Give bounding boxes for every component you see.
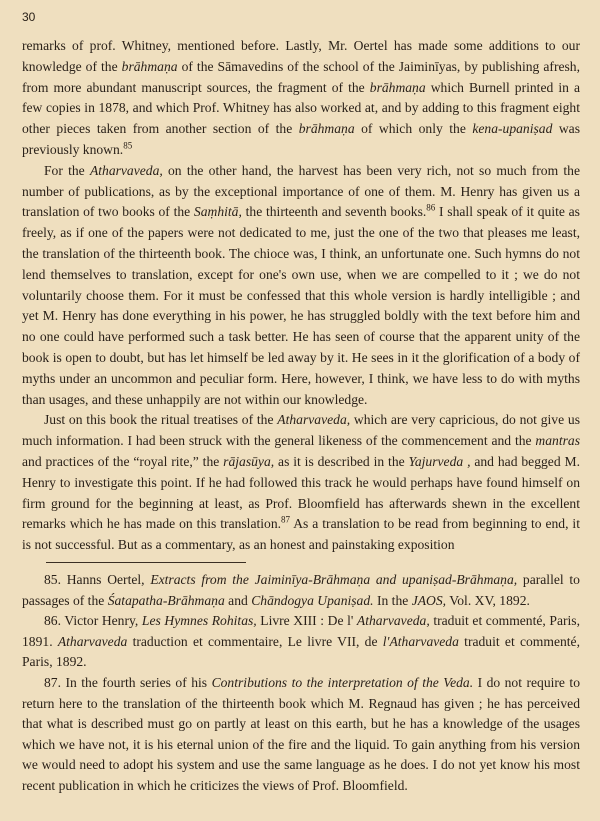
text-run: as it is described in the [274, 453, 409, 469]
italic-term: Saṃhitā, [193, 204, 242, 220]
text-run: traduit et commenté, Paris, 1892. [22, 633, 580, 670]
footnotes [22, 570, 580, 797]
footnote-ref-87[interactable]: 87 [281, 514, 291, 525]
italic-term: kena-upaniṣad [472, 121, 553, 137]
text-run: traduit et commenté, Paris, 1891. [22, 613, 580, 649]
italic-term: brāhmaṇa [298, 121, 355, 137]
text-run: Vol. XV, 1892. [446, 592, 530, 608]
italic-term: Contributions to the interpretation of the Veda. [211, 674, 474, 690]
footnote-ref-86[interactable]: 86 [426, 202, 436, 213]
text-run: on the other hand, the harvest has been very rich, not so much from the number of publications, as by the exceptional importance of one of them. M. Henry has given us a translation of two books of the [22, 162, 581, 220]
italic-term: Atharvaveda [57, 633, 128, 649]
text-run: For the [44, 162, 90, 178]
italic-term: Chāndogya Upaniṣad. [251, 592, 374, 608]
text-run: In the [373, 592, 412, 608]
text-run: of the Sāmavedins of the school of the Jaiminīyas, by publishing afresh, from more abundant manuscript sources, the fragment of the [22, 58, 580, 95]
italic-term: Atharvaveda, [356, 613, 430, 629]
text-run: was previously known. [22, 121, 580, 157]
italic-term: mantras [535, 433, 580, 449]
text-run: parallel to passages of the [22, 572, 580, 608]
paragraph-2 [22, 161, 580, 411]
italic-term: Extracts from the Jaiminīya-Brāhmaṇa and upaniṣad-Brāhmaṇa, [150, 572, 518, 587]
text-run: and practices of the “royal rite,” the [22, 453, 224, 469]
page-number: 30 [22, 10, 36, 24]
text-run: which are very capricious, do not give us much information. I had been struck with the general likeness of the commencement and the [22, 412, 580, 449]
italic-term: Atharvaveda, [277, 412, 351, 428]
text-run: 86. Victor Henry, [44, 613, 142, 629]
text-run: traduction et commentaire, Le livre VII, de [127, 633, 383, 649]
italic-term: Les Hymnes Rohitas, [141, 613, 257, 629]
italic-term: brāhmaṇa [121, 58, 178, 74]
italic-term: l'Atharvaveda [382, 633, 459, 649]
footnote-85 [22, 570, 580, 611]
text-run: 87. In the fourth series of his [44, 674, 212, 690]
text-run: the thirteenth and seventh books. [241, 204, 427, 220]
footnote-87 [22, 673, 580, 797]
italic-term: JAOS, [411, 592, 447, 608]
text-run: and had begged M. Henry to investigate this point. If he had followed this track he would perhaps have found himself on firm ground for the beginning at least, as Prof. Bloomfield has afterwards shewn in the excellent remarks which he has made on this translation. [22, 453, 580, 532]
italic-term: Śatapatha-Brāhmaṇa [107, 592, 225, 608]
paragraph-3 [22, 410, 580, 556]
text-run: I shall speak of it quite as freely, as if one of the papers were not dedicated to me, just the one of the two that pleases me least, the translation of the thirteenth book. The chioce was, I think, an unfortunate one. Such hymns do not lend themselves to translation, except for one's own use, when we are compelled to it ; we do not voluntarily choose them. For it must be confessed that this whole version is hardly intelligible ; and yet M. Henry has done everything in his power, he has struggled boldly with the text before him and no one could have performed such a task better. He has seen of course that the apparent unity of the book is open to doubt, but has let himself be led away by it. He sees in it the glorification of a body of myths under an uncommon and peculiar form. Here, however, I think, we have less to do with myths than usages, and these unhappily are not within our knowledge. [22, 204, 580, 407]
italic-term: Yajurveda , [408, 453, 471, 469]
italic-term: brāhmaṇa [369, 79, 426, 95]
text-run: of which only the [354, 121, 473, 137]
paragraph-1 [22, 36, 580, 161]
text-run: I do not require to return here to the translation of the thirteenth book which M. Regnaud has given ; he has perceived that what is described must go on partly at least on this earth, but he has a knowledge of the usages which we have not, it is his eternal union of the fire and the liquid. To gain anything from his version we would need to adopt his system and use the same language as he does. I do not yet know his most recent publication in which he criticizes the views of Prof. Bloomfield. [22, 674, 581, 793]
italic-term: Atharvaveda, [89, 162, 163, 178]
text-run: remarks of prof. Whitney, mentioned before. Lastly, Mr. Oertel has made some additions to our knowledge of the [22, 38, 580, 74]
body-text [22, 36, 580, 556]
footnote-ref-85[interactable]: 85 [123, 140, 133, 151]
footnote-86 [22, 611, 580, 673]
text-run: which Burnell printed in a few copies in 1878, and which Prof. Whitney has also worked at, and by adding to this fragment eight other pieces taken from another section of the [22, 79, 580, 137]
text-run: Just on this book the ritual treatises of the [44, 412, 278, 428]
footnote-divider [46, 562, 246, 563]
text-run: As a translation to be read from beginning to end, it is not successful. But as a commentary, as an honest and painstaking exposition [22, 516, 580, 553]
text-run: and [224, 592, 252, 608]
text-run: Livre XIII : De l' [256, 613, 357, 629]
text-run: 85. Hanns Oertel, [44, 572, 151, 587]
italic-term: rājasūya, [223, 453, 275, 469]
